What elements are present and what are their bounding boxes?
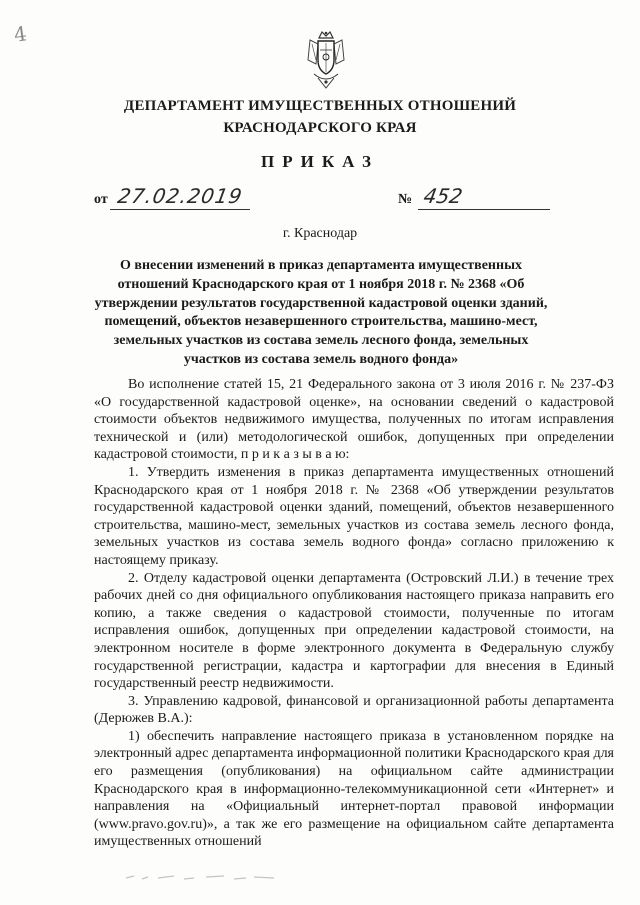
item-3-1-paragraph: 1) обеспечить направление настоящего приказа в установленном порядке на электронный адрес департамента информационной политики Краснодарского края для его размещения (опубликования) на официальном сайте администрации Краснодарского края в информационно-телекоммуникационной сети «Интернет» и направления на «Официальный интернет-портал правовой информации (www.pravo.gov.ru)», а так же его размещение на официальном сайте департамента имущественных отношений: [94, 728, 614, 850]
coat-of-arms-icon: [304, 30, 348, 90]
item-2-paragraph: 2. Отделу кадастровой оценки департамента (Островский Л.И.) в течение трех рабочих дней со дня официального опубликования настоящего приказа направить его копию, а также сведения о кадастровой стоимости, полученные по итогам исправления ошибок, допущенных при определении кадастровой стоимости, на электронном носителе в форме электронного документа в Федеральную службу государственной регистрации, кадастра и картографии для внесения в Единый государственный реестр недвижимости.: [94, 570, 614, 692]
handwritten-number: 452: [421, 184, 465, 208]
date-label: от: [94, 192, 108, 207]
city-line: г. Краснодар: [282, 226, 358, 241]
number-underline: [418, 209, 550, 210]
document-type-title: ПРИКАЗ: [261, 152, 379, 171]
department-name-line2: КРАСНОДАРСКОГО КРАЯ: [223, 120, 417, 136]
number-label: №: [398, 192, 413, 207]
order-subject: О внесении изменений в приказ департамента имущественных отношений Краснодарского края от 1 ноября 2018 г. № 2368 «Об утверждении результатов государственной кадастровой оценки зданий, помещений, объектов незавершенного строительства, машино-мест, земельных участков из состава земель лесного фонда, земельных участков из состава земель водного фонда»: [94, 258, 548, 367]
item-3-paragraph: 3. Управлению кадровой, финансовой и организационной работы департамента (Дерюжев В.А.):: [94, 693, 614, 727]
scan-noise-decoration: [124, 870, 284, 884]
handwritten-page-mark: 4: [12, 21, 29, 47]
item-1-paragraph: 1. Утвердить изменения в приказ департамента имущественных отношений Краснодарского края от 1 ноября 2018 г. № 2368 «Об утверждении результатов государственной кадастровой оценки зданий, помещений, объектов незавершенного строительства, машино-мест, земельных участков из состава земель лесного фонда, земельных участков из состава земель водного фонда» согласно приложению к настоящему приказу.: [94, 464, 614, 568]
handwritten-date: 27.02.2019: [115, 184, 245, 208]
preamble-paragraph: Во исполнение статей 15, 21 Федерального закона от 3 июля 2016 г. № 237-ФЗ «О государственной кадастровой оценке», на основании сведений о кадастровой стоимости объектов недвижимого имущества, полученных по итогам исправления технической и (или) методологической ошибок, допущенных при определении кадастровой стоимости, п р и к а з ы в а ю:: [94, 377, 614, 463]
date-underline: [110, 209, 250, 210]
department-name-line1: ДЕПАРТАМЕНТ ИМУЩЕСТВЕННЫХ ОТНОШЕНИЙ: [123, 98, 517, 114]
order-body: [94, 376, 614, 851]
